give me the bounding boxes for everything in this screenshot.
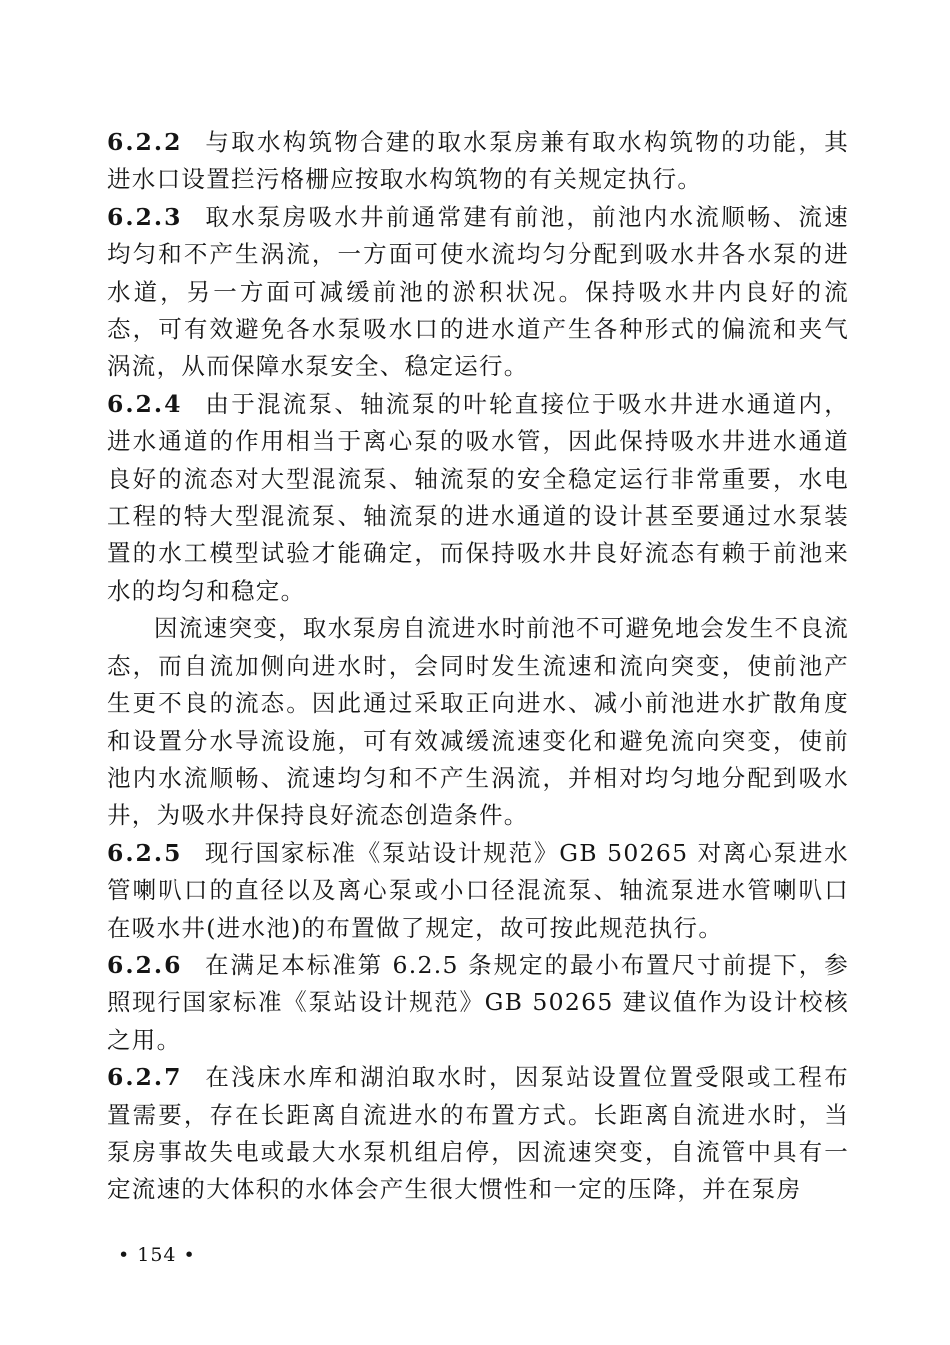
clause-text: 因流速突变，取水泵房自流进水时前池不可避免地会发生不良流态，而自流加侧向进水时，会同时发生流速和流向突变，使前池产生更不良的流态。因此通过采取正向进水、减小前池进水扩散角度和设置分水导流设施，可有效减缓流速变化和避免流向突变，使前池内水流顺畅、流速均匀和不产生涡流，并相对均匀地分配到吸水井，为吸水井保持良好流态创造条件。 — [107, 614, 849, 830]
clause-number: 6.2.2 — [107, 128, 183, 156]
clause-6-2-3 — [107, 199, 849, 386]
clause-number: 6.2.4 — [107, 389, 183, 418]
clause-number: 6.2.5 — [107, 838, 183, 867]
clause-text: 在满足本标准第 6.2.5 条规定的最小布置尺寸前提下，参照现行国家标准《泵站设计规范》GB 50265 建议值作为设计校核之用。 — [107, 950, 849, 1054]
clause-number: 6.2.7 — [107, 1063, 183, 1092]
clause-6-2-6 — [107, 947, 849, 1059]
clause-6-2-5 — [107, 835, 849, 947]
clause-6-2-4-continuation — [107, 610, 849, 834]
clause-6-2-2 — [107, 124, 849, 199]
clause-number: 6.2.6 — [107, 950, 183, 979]
clause-number: 6.2.3 — [107, 202, 183, 231]
clause-6-2-7 — [107, 1059, 849, 1209]
clause-text: 由于混流泵、轴流泵的叶轮直接位于吸水井进水通道内，进水通道的作用相当于离心泵的吸水管，因此保持吸水井进水通道良好的流态对大型混流泵、轴流泵的安全稳定运行非常重要，水电工程的特大型混流泵、轴流泵的进水通道的设计甚至要通过水泵装置的水工模型试验才能确定，而保持吸水井良好流态有赖于前池来水的均匀和稳定。 — [107, 389, 849, 605]
clause-text: 取水泵房吸水井前通常建有前池，前池内水流顺畅、流速均匀和不产生涡流，一方面可使水流均匀分配到吸水井各水泵的进水道，另一方面可减缓前池的淤积状况。保持吸水井内良好的流态，可有效避免各水泵吸水口的进水道产生各种形式的偏流和夹气涡流，从而保障水泵安全、稳定运行。 — [107, 202, 849, 381]
clause-text: 与取水构筑物合建的取水泵房兼有取水构筑物的功能，其进水口设置拦污格栅应按取水构筑物的有关规定执行。 — [107, 128, 849, 194]
document-body — [107, 124, 849, 1209]
page-number: • 154 • — [118, 1244, 196, 1266]
clause-text: 在浅床水库和湖泊取水时，因泵站设置位置受限或工程布置需要，存在长距离自流进水的布置方式。长距离自流进水时，当泵房事故失电或最大水泵机组启停，因流速突变，自流管中具有一定流速的大体积的水体会产生很大惯性和一定的压降，并在泵房 — [107, 1063, 849, 1204]
clause-6-2-4 — [107, 386, 849, 610]
clause-text: 现行国家标准《泵站设计规范》GB 50265 对离心泵进水管喇叭口的直径以及离心泵或小口径混流泵、轴流泵进水管喇叭口在吸水井(进水池)的布置做了规定，故可按此规范执行。 — [107, 838, 849, 942]
